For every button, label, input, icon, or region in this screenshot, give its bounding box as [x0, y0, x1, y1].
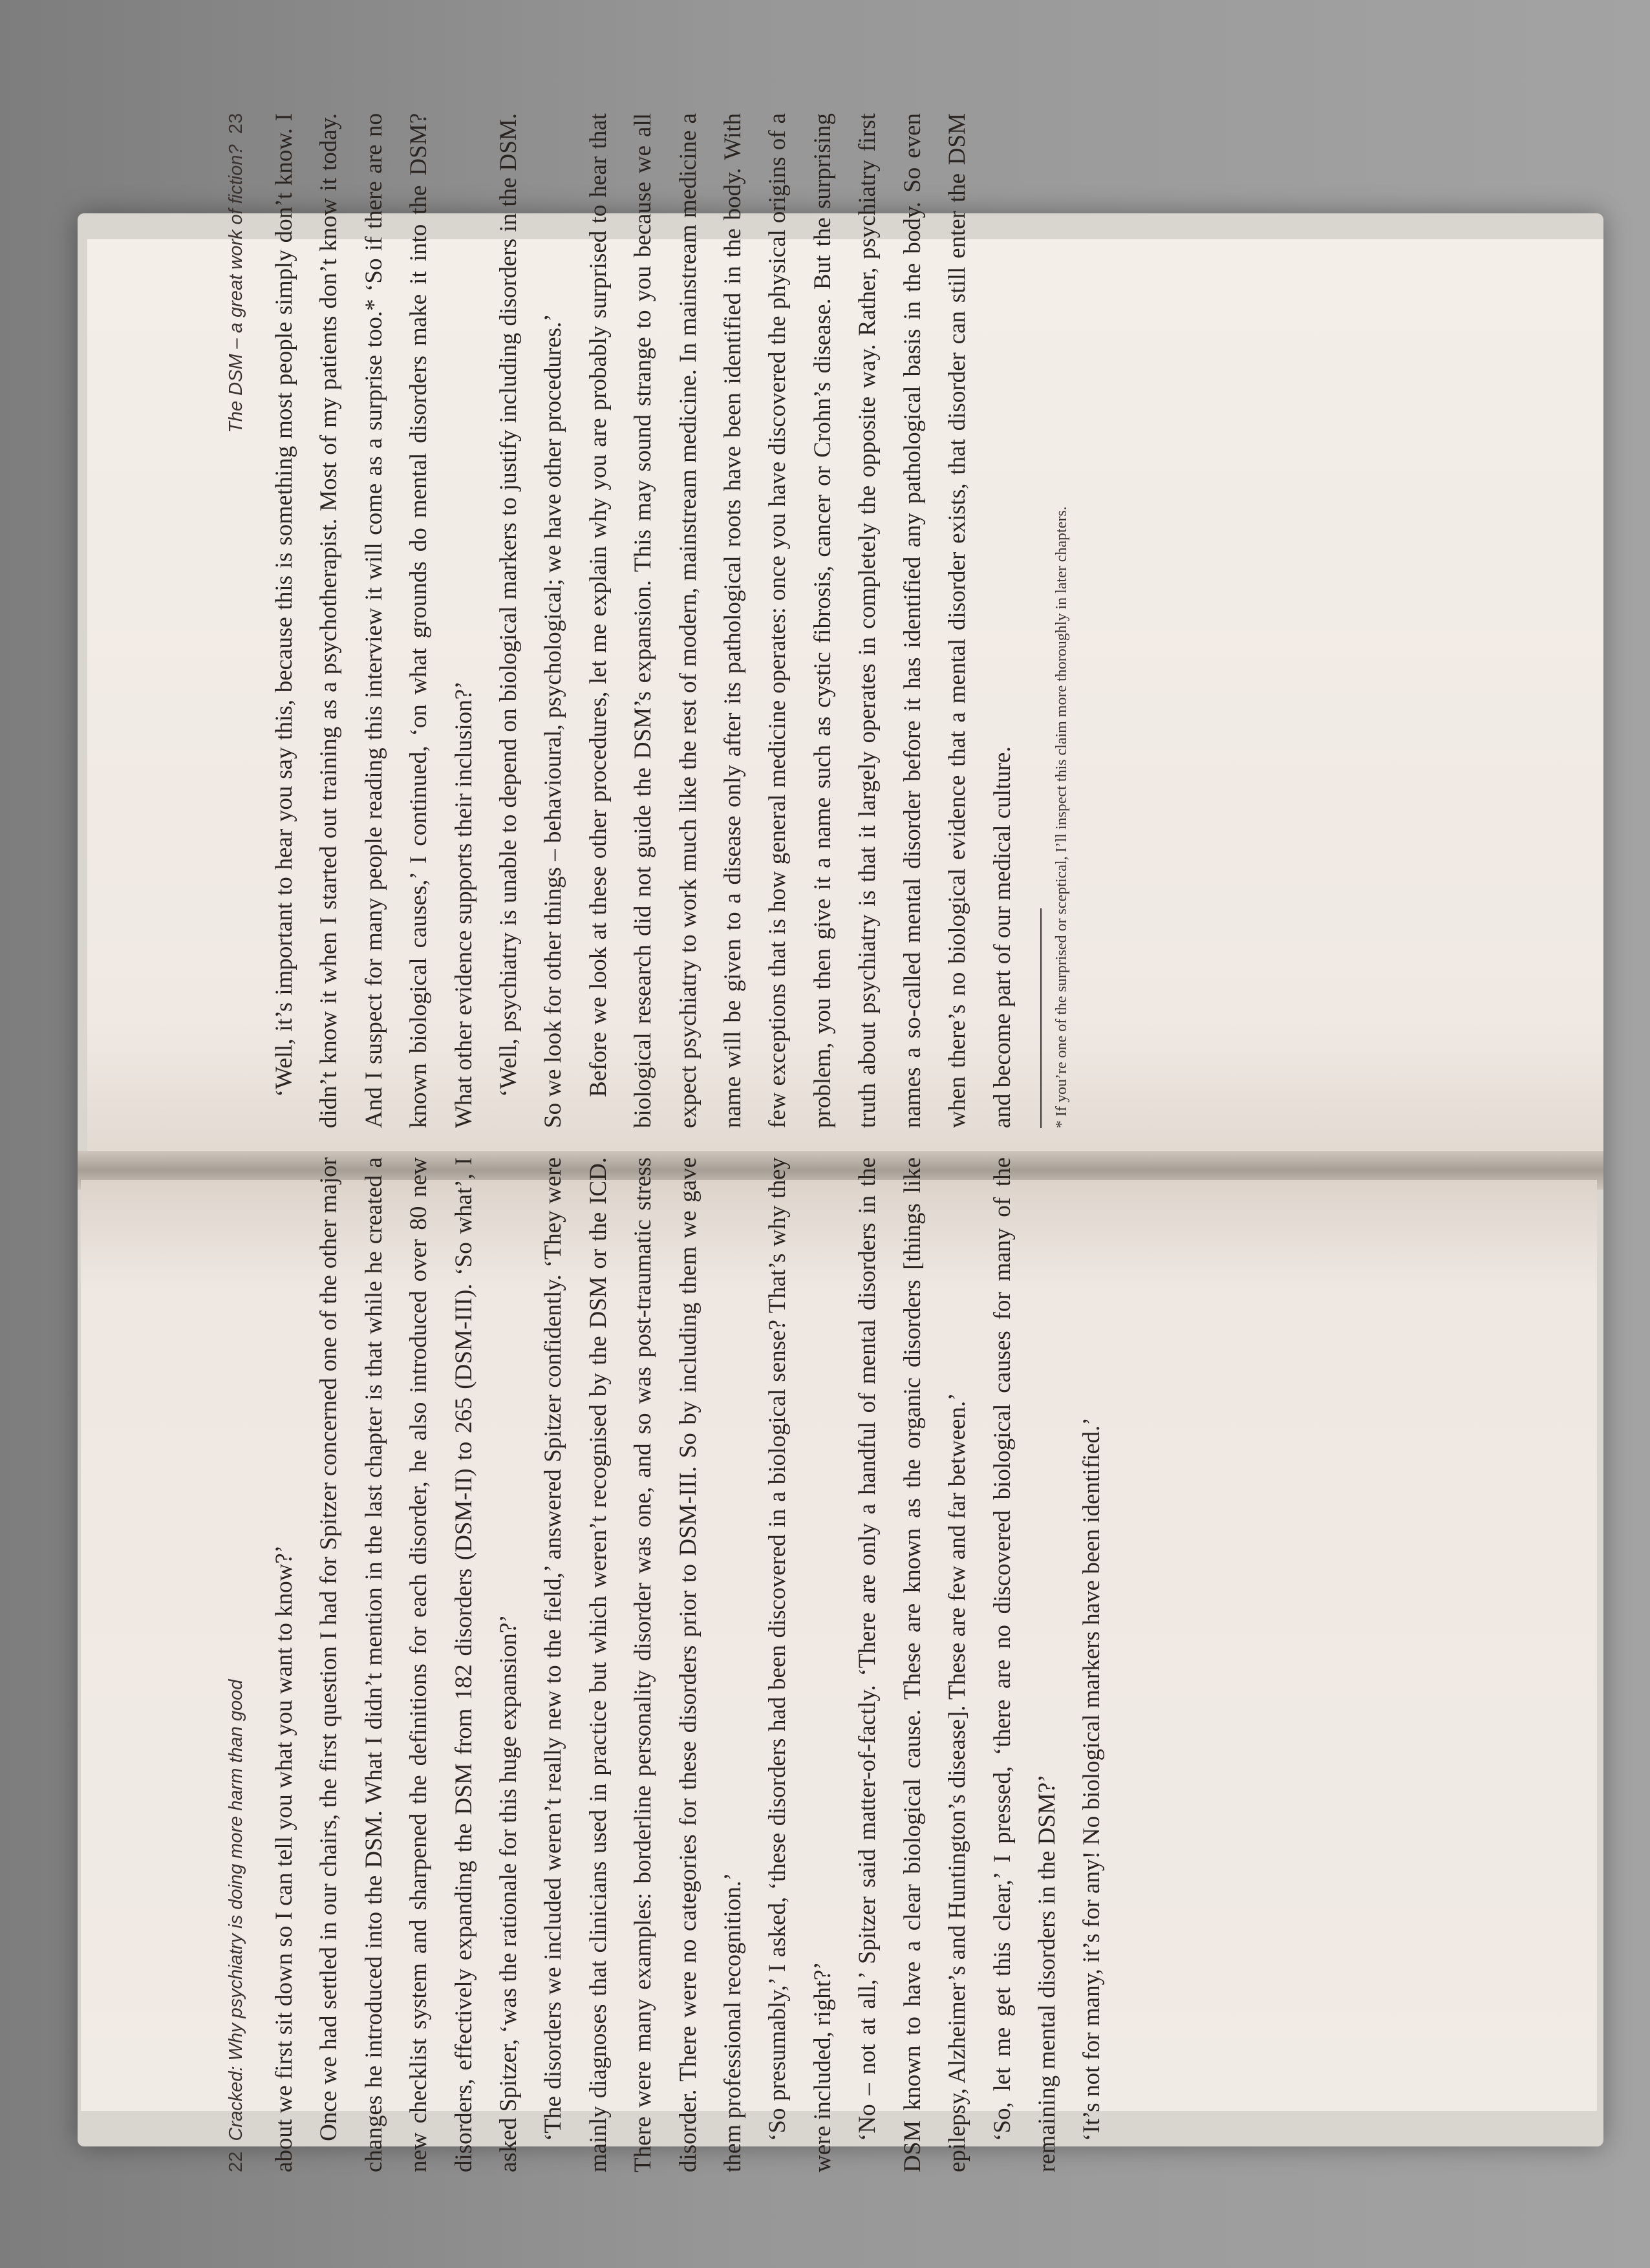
right-page: [223, 113, 1348, 1128]
right-page-body: [262, 113, 1074, 1128]
left-page-body: [262, 1157, 1115, 2172]
paragraph: ‘So presumably,’ I asked, ‘these disorders had been discovered in a biological sense? That’s why they were included, right?’: [764, 1157, 836, 2172]
paragraph: ‘Well, it’s important to hear you say this, because this is something most people simply don’t know. I didn’t know it when I started out training as a psychotherapist. Most of my patients don’t know it today. And I suspect for many people reading this interview it will come as a surprise too.* ‘So if there are no known biological causes,’ I continued, ‘on what grounds do mental disorders make it into the DSM? What other evidence supports their inclusion?’: [271, 113, 477, 1128]
running-head-right: [223, 113, 262, 1128]
left-page: [223, 1157, 1348, 2172]
paragraph: ‘No – not at all,’ Spitzer said matter-of-factly. ‘There are only a handful of mental disorders in the DSM known to have a clear biological cause. These are known as the organic disorders [things like epilepsy, Alzheimer’s and Huntington’s disease]. These are few and far between.’: [854, 1157, 971, 2172]
paragraph: Once we had settled in our chairs, the first question I had for Spitzer concerned one of the other major changes he introduced into the DSM. What I didn’t mention in the last chapter is that while he created a new checklist system and sharpened the definitions for each disorder, he also introduced over 80 new disorders, effectively expanding the DSM from 182 disorders (DSM-II) to 265 (DSM-III). ‘So what’, I asked Spitzer, ‘was the rationale for this huge expansion?’: [316, 1157, 522, 2172]
running-head-left: [223, 1157, 262, 2172]
page-number: 23: [226, 113, 246, 134]
paragraph: ‘So, let me get this clear,’ I pressed, ‘there are no discovered biological causes for many of the remaining mental disorders in the DSM?’: [989, 1157, 1060, 2172]
page-number: 22: [226, 2151, 246, 2172]
footnote-rule: [1040, 908, 1042, 1128]
paragraph: Before we look at these other procedures, let me explain why you are probably surprised to hear that biological research did not guide the DSM’s expansion. This may sound strange to you because we all expect psychiatry to work much like the rest of modern, mainstream medicine. In mainstream medicine a name will be given to a disease only after its pathological roots have been identified in the body. With few exceptions that is how general medicine operates: once you have discovered the physical origins of a problem, you then give it a name such as cystic fibrosis, cancer or Crohn’s disease. But the surprising truth about psychiatry is that it largely operates in completely the opposite way. Rather, psychiatry first names a so-called mental disorder before it has identified any pathological basis in the body. So even when there’s no biological evidence that a mental disorder exists, that disorder can still enter the DSM and become part of our medical culture.: [584, 113, 1016, 1128]
running-head-title: The DSM – a great work of fiction?: [226, 144, 246, 433]
paragraph: ‘It’s not for many, it’s for any! No biological markers have been identified.’: [1078, 1417, 1106, 2141]
running-head-title: Cracked: Why psychiatry is doing more harm than good: [226, 1679, 246, 2141]
paragraph: about we first sit down so I can tell you what you want to know?’: [271, 1545, 297, 2172]
paragraph: ‘Well, psychiatry is unable to depend on biological markers to justify including disorders in the DSM. So we look for other things – behavioural, psychological; we have other procedures.’: [495, 113, 567, 1128]
footnote: * If you’re one of the surprised or sceptical, I’ll inspect this claim more thoroughly in later chapters.: [1053, 506, 1070, 1128]
paragraph: ‘The disorders we included weren’t really new to the field,’ answered Spitzer confidently. ‘They were mainly diagnoses that clinicians used in practice but which weren’t recognised by the DSM or the ICD. There were many examples: borderline personality disorder was one, and so was post-traumatic stress disorder. There were no categories for these disorders prior to DSM-III. So by including them we gave them professional recognition.’: [540, 1157, 747, 2172]
